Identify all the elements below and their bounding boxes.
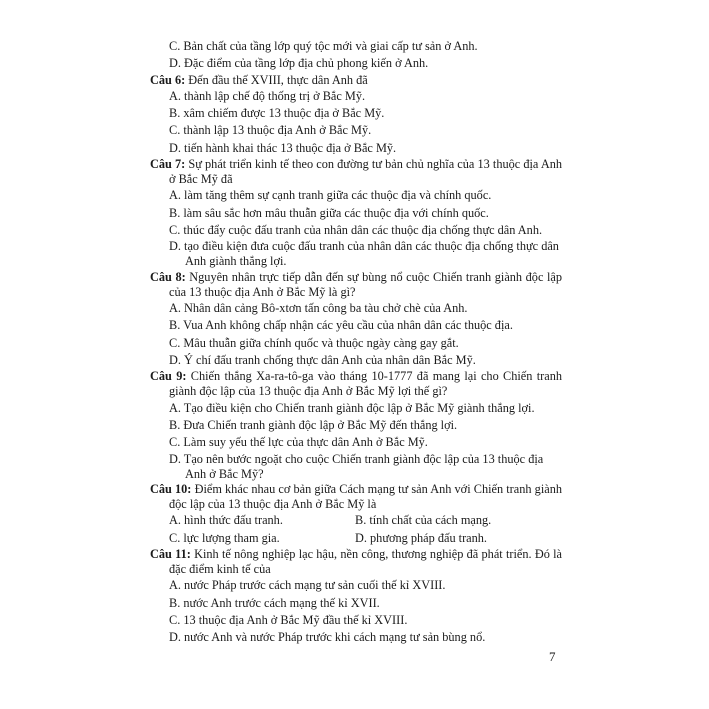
- question-7-option-d: D. tạo điều kiện đưa cuộc đấu tranh của nhân dân các thuộc địa chống thực dân Anh giành thắng lợi.: [169, 239, 559, 269]
- question-7-option-c: C. thúc đẩy cuộc đấu tranh của nhân dân các thuộc địa chống thực dân Anh.: [169, 222, 543, 237]
- question-8-option-b: B. Vua Anh không chấp nhận các yêu cầu của nhân dân các thuộc địa.: [169, 318, 513, 333]
- question-9-text: Chiến thắng Xa-ra-tô-ga vào tháng 10-1777 đã mang lại cho Chiến tranh giành độc lập của 13 thuộc địa Anh ở Bắc Mỹ lợi thế gì?: [169, 369, 563, 399]
- question-7-text: Sự phát triển kinh tế theo con đường tư bản chủ nghĩa của 13 thuộc địa Anh ở Bắc Mỹ đã: [169, 156, 563, 187]
- question-11-option-c: C. 13 thuộc địa Anh ở Bắc Mỹ đầu thế kỉ XVIII.: [169, 612, 408, 627]
- question-9-option-d: D. Tạo nên bước ngoặt cho cuộc Chiến tranh giành độc lập của 13 thuộc địa Anh ở Bắc Mỹ?: [169, 451, 544, 481]
- question-10-row-2: [150, 530, 562, 547]
- question-10-text: Điểm khác nhau cơ bản giữa Cách mạng tư sản Anh với Chiến tranh giành độc lập của 13 thuộc địa Anh ở Bắc Mỹ là: [169, 481, 562, 512]
- question-7: [150, 157, 562, 187]
- question-9-option-b: B. Đưa Chiến tranh giành độc lập ở Bắc Mỹ đến thắng lợi.: [169, 417, 458, 432]
- question-11-text: Kinh tế nông nghiệp lạc hậu, nền công, thương nghiệp đã phát triển. Đó là đặc điểm kinh tế của: [169, 546, 562, 577]
- question-8-option-a: A. Nhân dân cảng Bô-xtơn tấn công ba tàu chở chè của Anh.: [169, 301, 468, 316]
- question-6-label: Câu 6:: [150, 72, 186, 87]
- option-d-prev: D. Đặc điểm của tầng lớp địa chủ phong kiến ở Anh.: [169, 56, 429, 71]
- question-11-option-b: B. nước Anh trước cách mạng thế kỉ XVII.: [169, 595, 380, 610]
- question-9-option-a: A. Tạo điều kiện cho Chiến tranh giành độc lập ở Bắc Mỹ giành thắng lợi.: [169, 400, 535, 415]
- question-8-text: Nguyên nhân trực tiếp dẫn đến sự bùng nổ cuộc Chiến tranh giành độc lập của 13 thuộc địa Anh ở Bắc Mỹ là gì?: [169, 269, 563, 299]
- question-10-option-b: B. tính chất của cách mạng.: [355, 513, 492, 528]
- question-list: [150, 38, 562, 647]
- question-8-label: Câu 8:: [150, 269, 186, 284]
- question-10-option-a: A. hình thức đấu tranh.: [169, 513, 283, 528]
- question-11-label: Câu 11:: [150, 546, 191, 561]
- question-10-label: Câu 10:: [150, 481, 192, 496]
- option-c-prev: C. Bản chất của tầng lớp quý tộc mới và giai cấp tư sản ở Anh.: [169, 39, 478, 53]
- question-10-row-1: [150, 512, 562, 529]
- question-6: [150, 73, 562, 88]
- question-10-option-c: C. lực lượng tham gia.: [169, 530, 280, 545]
- question-11-option-a: A. nước Pháp trước cách mạng tư sản cuối thế kỉ XVIII.: [169, 578, 446, 593]
- question-9-option-c: C. Làm suy yếu thế lực của thực dân Anh ở Bắc Mỹ.: [169, 435, 428, 450]
- question-11-option-d: D. nước Anh và nước Pháp trước khi cách mạng tư sản bùng nổ.: [169, 630, 486, 645]
- question-6-option-b: B. xâm chiếm được 13 thuộc địa ở Bắc Mỹ.: [169, 106, 385, 121]
- question-6-option-c: C. thành lập 13 thuộc địa Anh ở Bắc Mỹ.: [169, 123, 372, 138]
- question-7-option-b: B. làm sâu sắc hơn mâu thuẫn giữa các thuộc địa với chính quốc.: [169, 205, 489, 220]
- question-6-option-a: A. thành lập chế độ thống trị ở Bắc Mỹ.: [169, 88, 366, 103]
- question-8-option-c: C. Mâu thuẫn giữa chính quốc và thuộc ngày càng gay gắt.: [169, 335, 459, 350]
- question-8-option-d: D. Ý chí đấu tranh chống thực dân Anh của nhân dân Bắc Mỹ.: [169, 352, 476, 367]
- question-9-label: Câu 9:: [150, 369, 187, 384]
- question-6-text: Đến đầu thế XVIII, thực dân Anh đã: [188, 72, 368, 87]
- question-6-option-d: D. tiến hành khai thác 13 thuộc địa ở Bắc Mỹ.: [169, 140, 397, 155]
- question-8: [150, 270, 562, 300]
- question-9: [150, 369, 562, 399]
- question-7-option-a: A. làm tăng thêm sự cạnh tranh giữa các thuộc địa và chính quốc.: [169, 188, 492, 203]
- question-11: [150, 547, 562, 577]
- page-number: 7: [549, 649, 556, 664]
- question-7-label: Câu 7:: [150, 156, 186, 171]
- question-10-option-d: D. phương pháp đấu tranh.: [355, 530, 488, 545]
- question-10: [150, 482, 562, 512]
